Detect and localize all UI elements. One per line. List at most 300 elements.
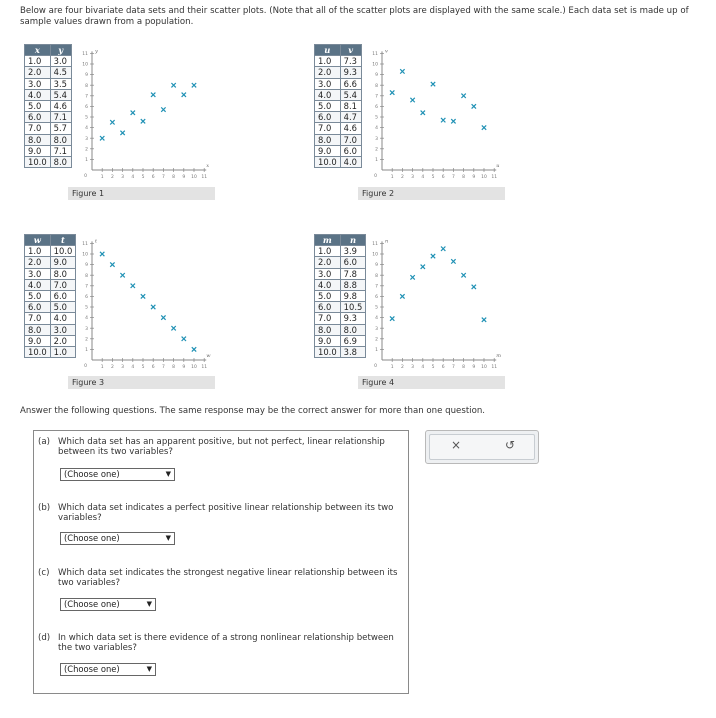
table-cell: 6.0 [340, 145, 361, 156]
y-axis-label: v [385, 48, 388, 55]
data-point [410, 98, 414, 102]
table-cell: 6.0 [50, 290, 76, 301]
x-tick-label: 5 [431, 365, 435, 370]
x-tick-label: 11 [201, 175, 208, 180]
table-cell: 4.5 [50, 67, 71, 78]
undo-button[interactable] [498, 437, 522, 453]
y-tick-label: 2 [375, 147, 378, 153]
answer-select-a[interactable] [60, 468, 175, 481]
x-tick-label: 7 [451, 175, 455, 180]
table-cell: 5.7 [50, 123, 71, 134]
y-tick-label: 11 [82, 242, 88, 247]
data-point [151, 305, 155, 309]
y-tick-label: 8 [375, 83, 378, 89]
table-row [25, 302, 76, 313]
table-cell: 9.0 [50, 257, 76, 268]
table-row [315, 89, 362, 100]
y-tick-label: 11 [372, 242, 378, 247]
data-point [451, 119, 455, 123]
data-point [472, 104, 476, 108]
x-tick-label: 3 [121, 365, 125, 370]
table-row [25, 100, 72, 111]
question-label: (b) [38, 503, 51, 513]
table-cell: 7.0 [315, 313, 341, 324]
table-row [315, 268, 366, 279]
table-cell: 7.1 [50, 145, 71, 156]
origin-label: 0 [84, 174, 87, 179]
table-cell: 1.0 [315, 56, 341, 67]
y-tick-label: 4 [85, 316, 88, 322]
table-cell: 8.0 [340, 324, 366, 335]
data-point [431, 82, 435, 86]
data-point [100, 136, 104, 140]
table-cell: 6.0 [25, 112, 51, 123]
question-text: Which data set indicates a perfect positive linear relationship between its two variables? [58, 503, 394, 523]
table-cell: 7.0 [25, 313, 51, 324]
x-tick-label: 10 [481, 365, 487, 370]
y-tick-label: 3 [375, 326, 378, 332]
data-point [441, 247, 445, 251]
table-row [25, 145, 72, 156]
x-axis-label: m [496, 353, 501, 359]
table-row [315, 257, 366, 268]
table-row [315, 335, 366, 346]
dataset-figure-1 [24, 44, 216, 202]
table-cell: 9.0 [25, 145, 51, 156]
table-row [25, 290, 76, 301]
dataset-figure-2 [314, 44, 506, 202]
x-axis-label: u [496, 163, 500, 169]
table-cell: 9.8 [340, 290, 366, 301]
table-cell: 3.9 [340, 246, 366, 257]
y-tick-label: 1 [85, 348, 88, 353]
table-cell: 6.0 [340, 257, 366, 268]
close-icon: × [450, 438, 462, 452]
table-cell: 8.0 [50, 156, 71, 167]
x-tick-label: 11 [201, 365, 208, 370]
figure-caption: Figure 4 [358, 376, 505, 389]
table-header [25, 235, 76, 246]
table-row [315, 324, 366, 335]
table-cell: 1.0 [50, 346, 76, 357]
data-point [451, 259, 455, 263]
x-tick-label: 1 [390, 175, 394, 180]
question-label: (c) [38, 568, 50, 578]
figure-caption: Figure 2 [358, 187, 505, 200]
y-tick-label: 7 [85, 284, 88, 290]
table-row [315, 145, 362, 156]
data-point [100, 252, 104, 256]
x-tick-label: 11 [491, 365, 498, 370]
data-point [390, 90, 394, 94]
x-tick-label: 4 [421, 175, 425, 180]
x-tick-label: 9 [182, 175, 186, 180]
y-axis-label: y [95, 48, 98, 55]
x-tick-label: 11 [491, 175, 498, 180]
x-tick-label: 9 [472, 365, 476, 370]
x-axis-label: x [206, 163, 210, 169]
y-tick-label: 7 [375, 284, 378, 290]
x-tick-label: 1 [100, 365, 104, 370]
data-point [171, 326, 175, 330]
x-tick-label: 2 [110, 365, 114, 370]
table-cell: 7.1 [50, 112, 71, 123]
table-cell: 10.0 [25, 346, 51, 357]
question-text: Which data set indicates the strongest negative linear relationship between its two variables? [58, 568, 398, 588]
table-cell: 4.0 [25, 89, 51, 100]
data-point [192, 347, 196, 351]
data-point [421, 265, 425, 269]
table-cell: 2.0 [25, 257, 51, 268]
table-cell: 8.8 [340, 279, 366, 290]
table-row [315, 246, 366, 257]
y-tick-label: 3 [85, 136, 88, 142]
table-cell: 3.0 [25, 268, 51, 279]
data-point [120, 131, 124, 135]
table-cell: 8.0 [25, 324, 51, 335]
x-tick-label: 10 [191, 175, 197, 180]
question-d [38, 633, 398, 653]
table-cell: 9.3 [340, 67, 361, 78]
y-tick-label: 2 [85, 337, 88, 343]
data-point [400, 69, 404, 73]
table-cell: 10.0 [25, 156, 51, 167]
table-cell: 5.0 [315, 100, 341, 111]
column-header-x: x [25, 45, 51, 56]
x-tick-label: 10 [191, 365, 197, 370]
table-cell: 4.7 [340, 112, 361, 123]
dropdown-arrow-icon: ▼ [165, 470, 171, 478]
dataset-figure-4 [314, 234, 506, 392]
table-cell: 7.0 [340, 134, 361, 145]
y-axis-label: n [385, 238, 389, 245]
x-tick-label: 7 [451, 365, 455, 370]
x-tick-label: 3 [411, 365, 415, 370]
table-row [25, 78, 72, 89]
x-tick-label: 3 [121, 175, 125, 180]
data-point [151, 93, 155, 97]
data-point [390, 316, 394, 320]
table-cell: 2.0 [25, 67, 51, 78]
table-cell: 4.0 [25, 279, 51, 290]
data-point [161, 107, 165, 111]
table-row [315, 134, 362, 145]
table-row [315, 100, 362, 111]
data-point [131, 111, 135, 115]
table-row [315, 279, 366, 290]
table-cell: 8.0 [50, 134, 71, 145]
data-point [120, 273, 124, 277]
y-tick-label: 3 [375, 136, 378, 142]
table-cell: 3.5 [50, 78, 71, 89]
data-point [400, 294, 404, 298]
table-row [315, 156, 362, 167]
table-row [25, 257, 76, 268]
data-point [431, 254, 435, 258]
y-tick-label: 9 [85, 263, 88, 269]
question-b [38, 503, 398, 523]
instructions-intro: Below are four bivariate data sets and their scatter plots. (Note that all of the scatter plots are displayed with the same scale.) Each data set is made up of sample values drawn from a population. [20, 6, 689, 27]
table-cell: 1.0 [315, 246, 341, 257]
y-tick-label: 8 [85, 83, 88, 89]
y-tick-label: 2 [85, 147, 88, 153]
answer-instructions: Answer the following questions. The same response may be the correct answer for more than one question. [20, 406, 486, 416]
table-row [315, 313, 366, 324]
y-tick-label: 6 [375, 295, 378, 300]
x-tick-label: 6 [441, 365, 445, 370]
data-point [461, 94, 465, 98]
answer-select-c[interactable] [60, 598, 156, 611]
column-header-y: y [50, 45, 71, 56]
y-tick-label: 10 [372, 252, 378, 258]
table-cell: 5.4 [50, 89, 71, 100]
origin-label: 0 [374, 174, 377, 179]
y-tick-label: 8 [375, 273, 378, 279]
y-tick-label: 3 [85, 326, 88, 332]
table-cell: 8.0 [25, 134, 51, 145]
table-cell: 9.3 [340, 313, 366, 324]
table-cell: 2.0 [315, 257, 341, 268]
y-axis-label: t [95, 238, 98, 245]
column-header-u: u [315, 45, 341, 56]
table-row [25, 346, 76, 357]
y-tick-label: 5 [85, 115, 88, 121]
column-header-t: t [50, 235, 76, 246]
data-table-3 [24, 234, 76, 358]
answer-select-b[interactable] [60, 532, 175, 545]
undo-icon: ↺ [504, 438, 516, 452]
x-tick-label: 4 [131, 365, 135, 370]
x-tick-label: 7 [161, 365, 165, 370]
x-tick-label: 7 [161, 175, 165, 180]
x-tick-label: 8 [462, 365, 466, 370]
table-header [25, 45, 72, 56]
y-tick-label: 7 [375, 94, 378, 100]
question-text: In which data set is there evidence of a strong nonlinear relationship between the two variables? [58, 633, 394, 653]
data-point [110, 262, 114, 266]
table-cell: 5.0 [50, 302, 76, 313]
data-point [461, 273, 465, 277]
table-cell: 5.0 [315, 290, 341, 301]
select-value: (Choose one) [64, 664, 120, 674]
table-cell: 8.0 [315, 324, 341, 335]
data-point [161, 315, 165, 319]
y-tick-label: 4 [375, 316, 378, 322]
table-cell: 9.0 [25, 335, 51, 346]
x-tick-label: 8 [172, 365, 176, 370]
table-row [25, 324, 76, 335]
table-row [315, 302, 366, 313]
y-tick-label: 7 [85, 94, 88, 100]
select-value: (Choose one) [64, 533, 120, 543]
table-cell: 10.0 [50, 246, 76, 257]
table-cell: 4.6 [50, 100, 71, 111]
table-cell: 5.4 [340, 89, 361, 100]
question-label: (a) [38, 437, 50, 447]
y-tick-label: 10 [82, 62, 88, 68]
table-header [315, 45, 362, 56]
table-cell: 3.0 [25, 78, 51, 89]
table-row [315, 123, 362, 134]
y-tick-label: 6 [85, 295, 88, 300]
y-tick-label: 10 [372, 62, 378, 68]
y-tick-label: 5 [375, 305, 378, 311]
table-header [315, 235, 366, 246]
y-tick-label: 6 [375, 105, 378, 110]
table-row [25, 134, 72, 145]
data-table-1 [24, 44, 72, 168]
table-row [25, 56, 72, 67]
data-point [421, 111, 425, 115]
y-tick-label: 2 [375, 337, 378, 343]
data-point [131, 284, 135, 288]
data-point [410, 275, 414, 279]
table-cell: 2.0 [315, 67, 341, 78]
table-cell: 4.0 [340, 156, 361, 167]
x-tick-label: 9 [472, 175, 476, 180]
y-tick-label: 11 [372, 52, 378, 57]
x-tick-label: 5 [141, 365, 145, 370]
table-cell: 7.0 [50, 279, 76, 290]
table-row [25, 67, 72, 78]
column-header-w: w [25, 235, 51, 246]
figure-caption: Figure 3 [68, 376, 215, 389]
questions-panel [33, 430, 409, 694]
table-cell: 7.8 [340, 268, 366, 279]
y-tick-label: 6 [85, 105, 88, 110]
data-point [441, 118, 445, 122]
scatter-plot-2 [360, 44, 506, 184]
question-label: (d) [38, 633, 51, 643]
data-point [171, 83, 175, 87]
table-row [315, 78, 362, 89]
table-cell: 8.1 [340, 100, 361, 111]
table-cell: 9.0 [315, 145, 341, 156]
table-cell: 6.0 [25, 302, 51, 313]
question-text: Which data set has an apparent positive, but not perfect, linear relationship between its two variables? [58, 437, 385, 457]
y-tick-label: 5 [375, 115, 378, 121]
data-point [482, 125, 486, 129]
table-cell: 3.0 [315, 268, 341, 279]
data-point [141, 294, 145, 298]
y-tick-label: 4 [375, 126, 378, 132]
table-row [315, 112, 362, 123]
x-tick-label: 6 [441, 175, 445, 180]
table-row [25, 268, 76, 279]
table-row [315, 56, 362, 67]
data-point [192, 83, 196, 87]
data-point [182, 93, 186, 97]
table-row [315, 67, 362, 78]
y-tick-label: 8 [85, 273, 88, 279]
origin-label: 0 [84, 364, 87, 369]
table-cell: 3.0 [315, 78, 341, 89]
table-cell: 7.0 [315, 123, 341, 134]
table-cell: 3.8 [340, 346, 366, 357]
x-tick-label: 10 [481, 175, 487, 180]
table-cell: 4.6 [340, 123, 361, 134]
table-row [25, 123, 72, 134]
data-table-4 [314, 234, 366, 358]
column-header-m: m [315, 235, 341, 246]
table-cell: 3.0 [50, 56, 71, 67]
scatter-plot-4 [360, 234, 506, 374]
x-tick-label: 2 [400, 175, 404, 180]
x-axis-label: w [206, 353, 211, 359]
x-tick-label: 5 [141, 175, 145, 180]
data-point [182, 337, 186, 341]
x-tick-label: 6 [151, 175, 155, 180]
table-cell: 4.0 [315, 279, 341, 290]
figure-caption: Figure 1 [68, 187, 215, 200]
x-tick-label: 6 [151, 365, 155, 370]
select-value: (Choose one) [64, 469, 120, 479]
scatter-plot-1 [70, 44, 216, 184]
table-cell: 1.0 [25, 246, 51, 257]
x-tick-label: 2 [110, 175, 114, 180]
table-cell: 8.0 [315, 134, 341, 145]
data-table-2 [314, 44, 362, 168]
dataset-figure-3 [24, 234, 216, 392]
y-tick-label: 1 [375, 158, 378, 163]
table-row [25, 313, 76, 324]
table-cell: 7.3 [340, 56, 361, 67]
table-row [25, 279, 76, 290]
table-cell: 4.0 [50, 313, 76, 324]
y-tick-label: 10 [82, 252, 88, 258]
x-tick-label: 5 [431, 175, 435, 180]
scatter-plot-3 [70, 234, 216, 374]
table-cell: 7.0 [25, 123, 51, 134]
table-cell: 4.0 [315, 89, 341, 100]
answer-select-d[interactable] [60, 663, 156, 676]
y-tick-label: 9 [375, 73, 378, 79]
table-cell: 9.0 [315, 335, 341, 346]
data-point [482, 318, 486, 322]
dropdown-arrow-icon: ▼ [146, 600, 152, 608]
table-row [315, 346, 366, 357]
y-tick-label: 9 [375, 263, 378, 269]
clear-button[interactable] [444, 437, 468, 453]
x-tick-label: 9 [182, 365, 186, 370]
x-tick-label: 4 [131, 175, 135, 180]
data-point [110, 120, 114, 124]
y-tick-label: 1 [85, 158, 88, 163]
table-cell: 1.0 [25, 56, 51, 67]
dropdown-arrow-icon: ▼ [165, 534, 171, 542]
origin-label: 0 [374, 364, 377, 369]
x-tick-label: 2 [400, 365, 404, 370]
y-tick-label: 5 [85, 305, 88, 311]
table-row [25, 335, 76, 346]
data-point [141, 119, 145, 123]
table-cell: 10.5 [340, 302, 366, 313]
table-cell: 5.0 [25, 100, 51, 111]
select-value: (Choose one) [64, 599, 120, 609]
table-cell: 10.0 [315, 156, 341, 167]
question-c [38, 568, 398, 588]
column-header-n: n [340, 235, 366, 246]
y-tick-label: 4 [85, 126, 88, 132]
answer-actions [425, 430, 539, 464]
x-tick-label: 1 [100, 175, 104, 180]
y-tick-label: 9 [85, 73, 88, 79]
table-row [25, 156, 72, 167]
table-cell: 6.0 [315, 112, 341, 123]
table-cell: 5.0 [25, 290, 51, 301]
dropdown-arrow-icon: ▼ [146, 665, 152, 673]
table-cell: 2.0 [50, 335, 76, 346]
